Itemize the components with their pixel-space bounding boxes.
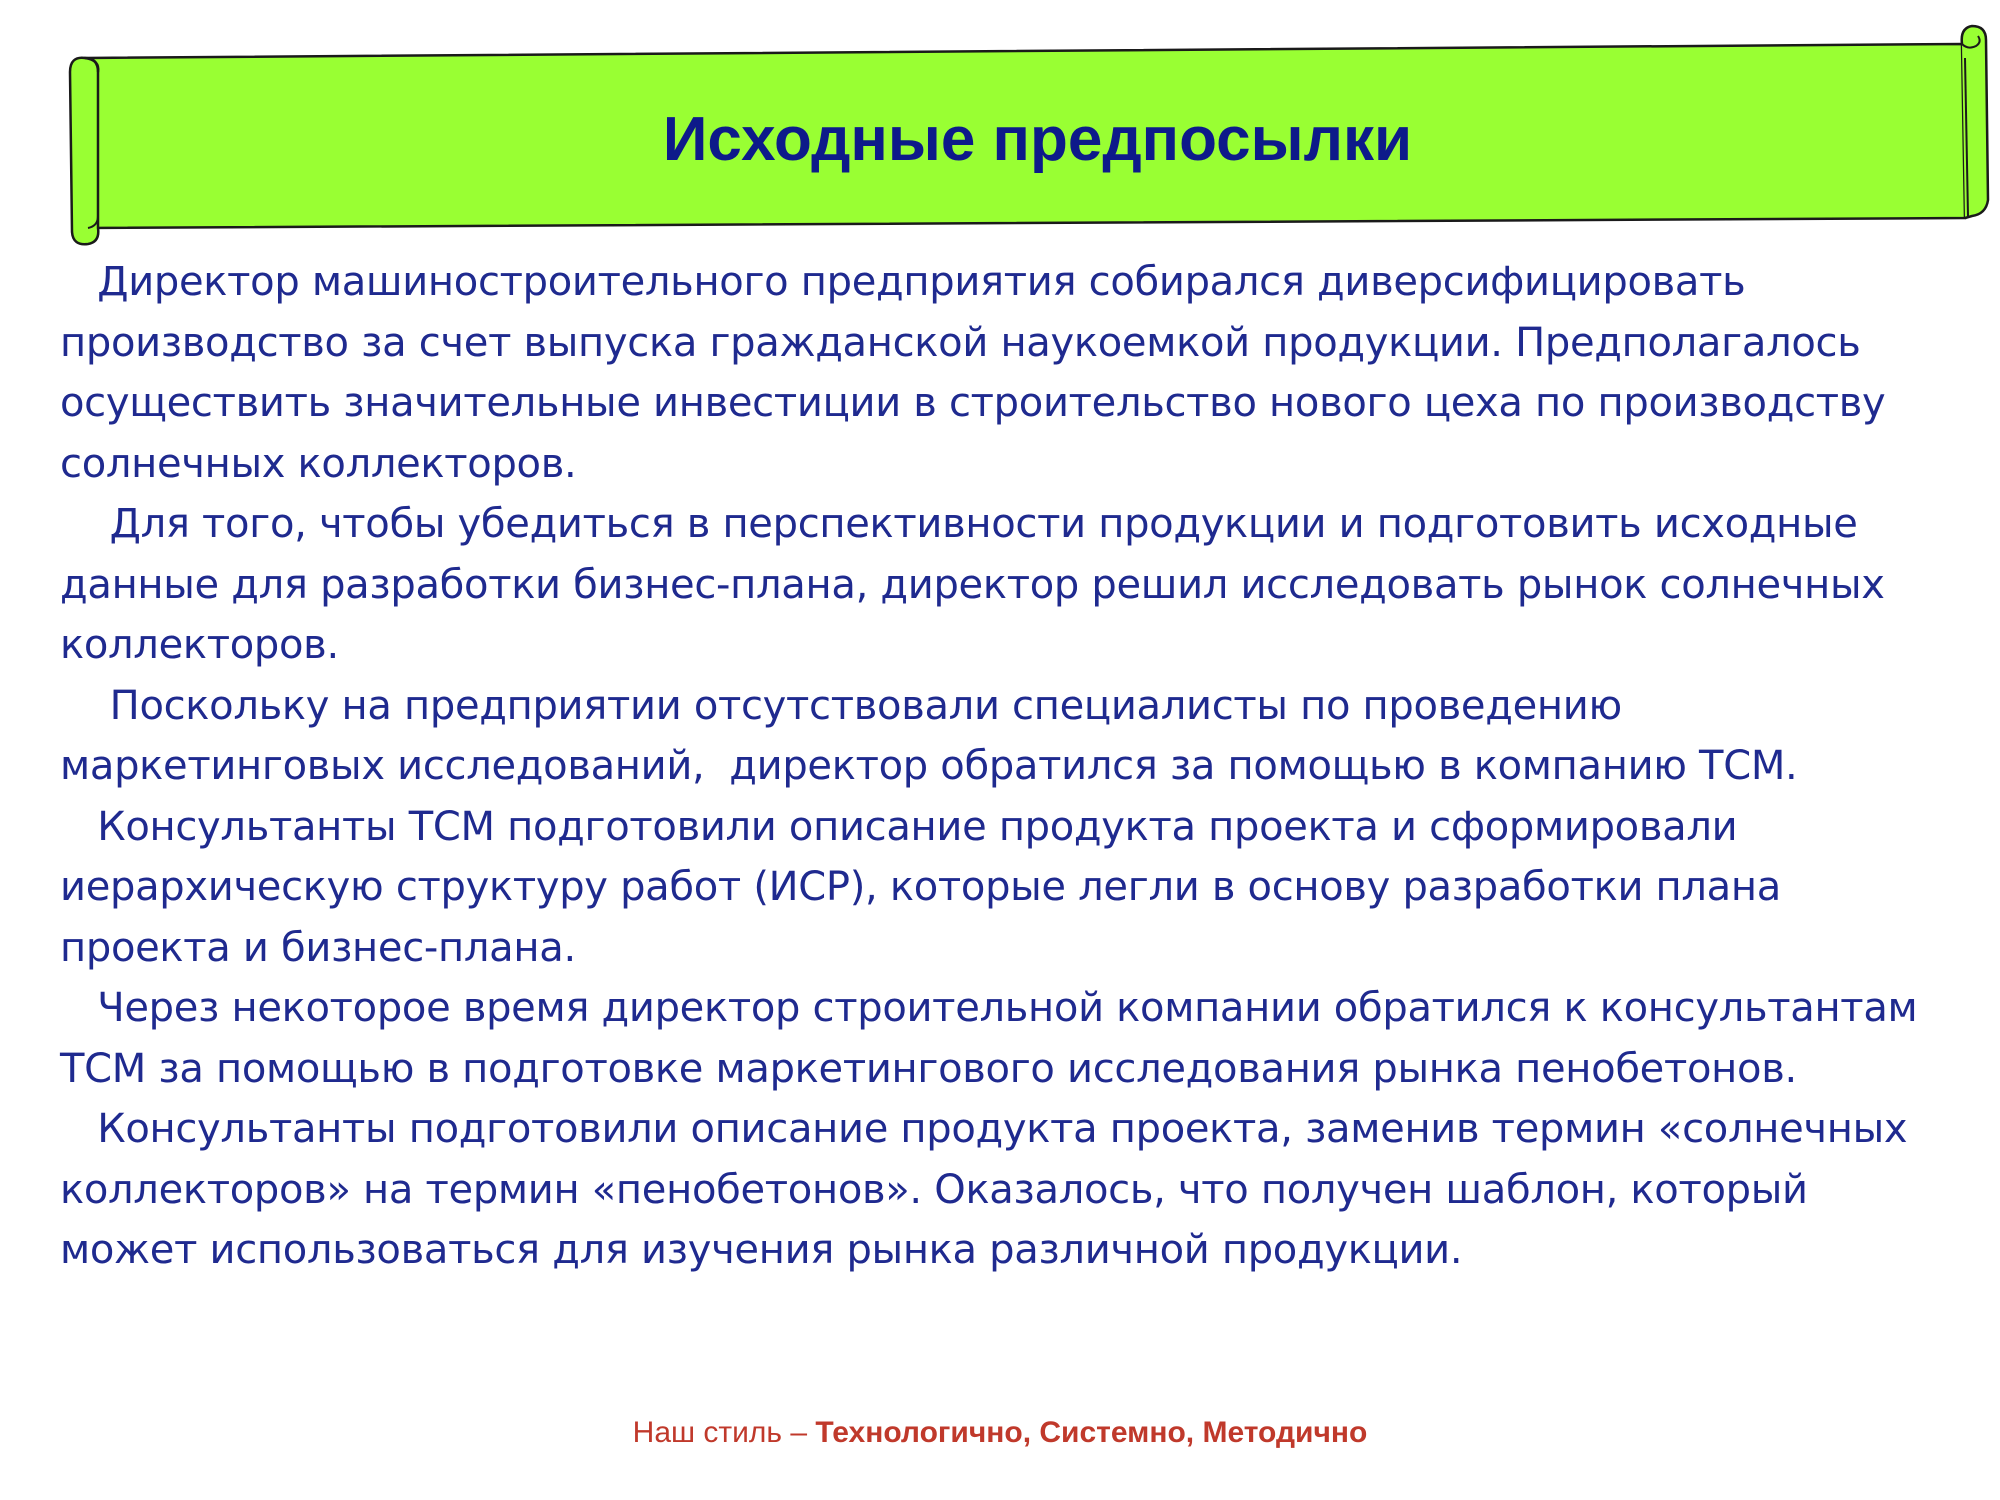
body-line: Консультанты подготовили описание продукта проекта, заменив термин «солнечных — [60, 1106, 1908, 1152]
body-line: Консультанты ТСМ подготовили описание продукта проекта и сформировали — [60, 803, 1738, 850]
body-line: коллекторов. — [60, 622, 339, 668]
body-line: коллекторов» на термин «пенобетонов». Оказалось, что получен шаблон, который — [60, 1166, 1808, 1213]
body-line: Для того, чтобы убедиться в перспективности продукции и подготовить исходные — [60, 501, 1858, 547]
body-line: Директор машиностроительного предприятия собирался диверсифицировать — [60, 259, 1746, 305]
footer-slogan — [0, 1416, 2000, 1450]
footer-slogan-bold: Технологично, Системно, Методично — [815, 1416, 1368, 1449]
body-line: ТСМ за помощью в подготовке маркетингового исследования рынка пенобетонов. — [60, 1045, 1797, 1092]
body-line: Поскольку на предприятии отсутствовали специалисты по проведению — [60, 682, 1622, 729]
body-line: иерархическую структуру работ (ИСР), которые легли в основу разработки плана — [60, 864, 1781, 910]
title-banner — [0, 0, 2000, 260]
footer-prefix: Наш стиль – — [632, 1416, 816, 1449]
page-title: Исходные предпосылки — [662, 105, 1413, 174]
body-line: производство за счет выпуска гражданской наукоемкой продукции. Предполагалось — [60, 319, 1861, 366]
body-line: может использоваться для изучения рынка различной продукции. — [60, 1227, 1463, 1273]
body-line: проекта и бизнес-плана. — [60, 924, 576, 971]
body-line: солнечных коллекторов. — [60, 440, 577, 487]
body-line: маркетинговых исследований, директор обратился за помощью в компанию ТСМ. — [60, 743, 1798, 789]
body-text — [60, 252, 1960, 1281]
body-line: Через некоторое время директор строительной компании обратился к консультантам — [60, 985, 1918, 1031]
body-line: осуществить значительные инвестиции в строительство нового цеха по производству — [60, 380, 1886, 426]
body-line: данные для разработки бизнес-плана, директор решил исследовать рынок солнечных — [60, 561, 1885, 608]
